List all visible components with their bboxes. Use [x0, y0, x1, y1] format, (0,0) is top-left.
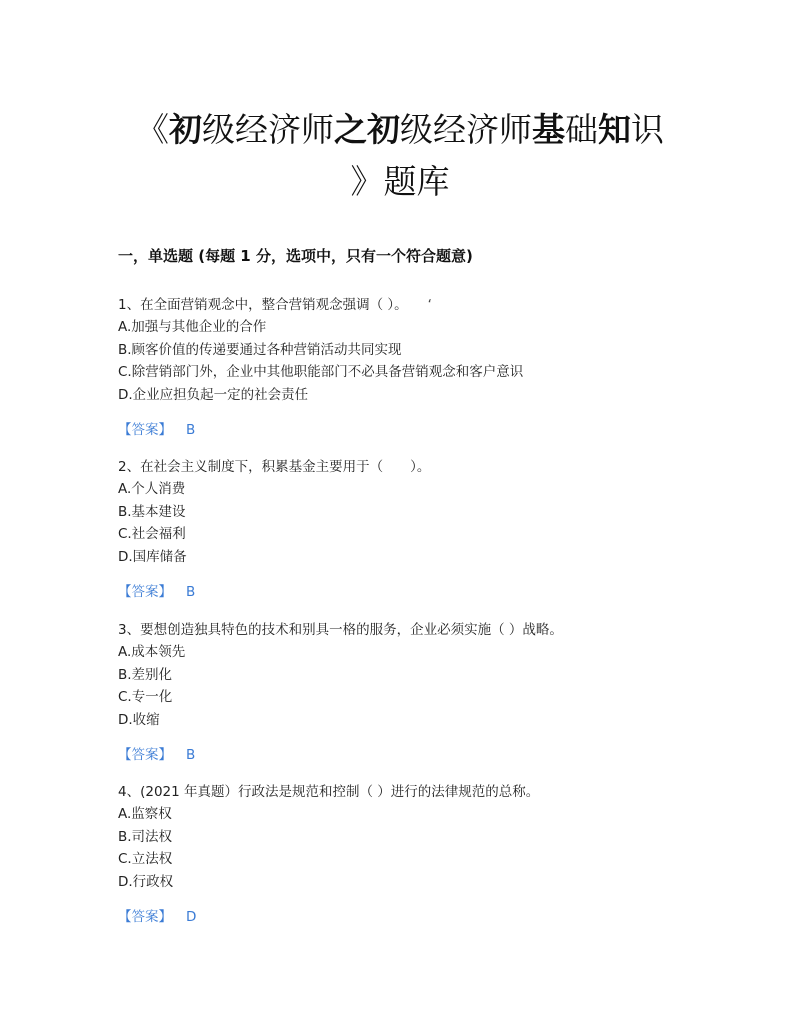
title-part: 初: [169, 110, 202, 149]
question-stem: 4、(2021 年真题）行政法是规范和控制（ ）进行的法律规范的总称。: [118, 784, 540, 800]
tick-mark: ‘: [427, 297, 432, 313]
option-b: B.差别化: [118, 666, 173, 683]
option-a: A.加强与其他企业的合作: [118, 319, 267, 335]
answer-value: D: [186, 909, 197, 925]
option-a: A.成本领先: [118, 644, 186, 660]
option-c: C.社会福利: [118, 526, 186, 542]
answer-value: B: [186, 584, 196, 600]
title-part: 《: [136, 110, 169, 149]
answer-line: [118, 745, 718, 765]
option-c: C.立法权: [118, 851, 173, 867]
title-part: 识: [631, 110, 664, 149]
title-line-1: [0, 104, 800, 156]
answer-line: [118, 420, 718, 440]
option-b: B.司法权: [118, 828, 173, 845]
question-stem: 1、在全面营销观念中，整合营销观念强调（ ）。 ‘: [118, 294, 718, 316]
question-block: [118, 781, 718, 927]
answer-label: 【答案】: [118, 909, 172, 925]
option-d: D.国库储备: [118, 548, 187, 565]
answer-label: 【答案】: [118, 584, 172, 600]
section-heading: 一，单选题 (每题 1 分，选项中，只有一个符合题意): [118, 247, 473, 265]
question-block: [118, 294, 718, 440]
option-c: C.专一化: [118, 689, 173, 705]
title-line-2: 》题库: [350, 162, 450, 201]
title-part: 之: [334, 110, 367, 149]
option-d: D.企业应担负起一定的社会责任: [118, 386, 309, 403]
title-part: 础: [565, 110, 598, 149]
question-block: [118, 619, 718, 765]
answer-label: 【答案】: [118, 747, 172, 763]
document-title: [0, 104, 800, 208]
answer-value: B: [186, 422, 196, 438]
answer-line: [118, 582, 718, 602]
question-stem: 3、要想创造独具特色的技术和别具一格的服务，企业必须实施（ ）战略。: [118, 622, 563, 638]
option-b: B.顾客价值的传递要通过各种营销活动共同实现: [118, 341, 402, 358]
title-part: 级经济师: [202, 110, 334, 149]
option-d: D.行政权: [118, 873, 174, 890]
answer-label: 【答案】: [118, 422, 172, 438]
answer-line: [118, 907, 718, 927]
option-b: B.基本建设: [118, 503, 186, 520]
question-stem: 2、在社会主义制度下，积累基金主要用于（ ）。: [118, 459, 431, 475]
option-a: A.监察权: [118, 806, 172, 822]
answer-value: B: [186, 747, 196, 763]
question-block: [118, 456, 718, 602]
option-c: C.除营销部门外，企业中其他职能部门不必具备营销观念和客户意识: [118, 364, 524, 380]
title-part: 基: [532, 110, 565, 149]
title-part: 级经济师: [400, 110, 532, 149]
option-a: A.个人消费: [118, 481, 186, 497]
title-part: 初: [367, 110, 400, 149]
option-d: D.收缩: [118, 711, 160, 728]
title-part: 知: [598, 110, 631, 149]
